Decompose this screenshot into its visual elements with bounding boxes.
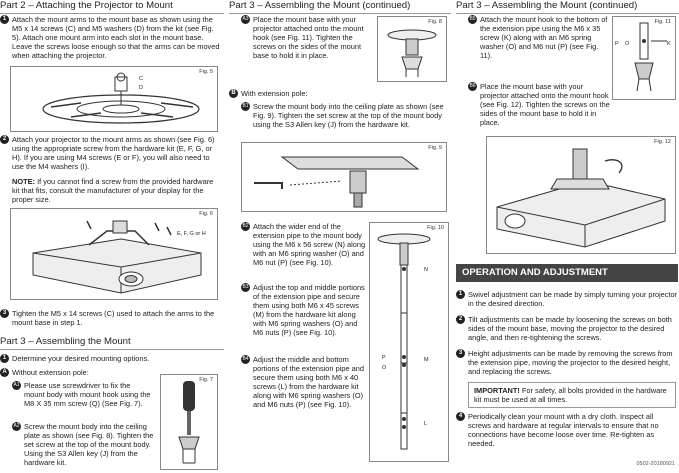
step-1 — [0, 15, 222, 61]
column-2 — [229, 0, 451, 473]
important-label: IMPORTANT! — [474, 386, 520, 395]
mount-base-illustration — [11, 67, 217, 131]
figure-8 — [377, 16, 447, 82]
substep-text: Place the mount base with your projector attached onto the mount hook (see Fig. 11). Tighten the screws on the sides of the mount base to hold it in place. — [253, 15, 364, 61]
mount-hook-pipe-illustration — [613, 17, 675, 99]
figure-label: Fig. 8 — [428, 19, 442, 25]
section-title-part3-continued: Part 3 – Assembling the Mount (continued) — [229, 0, 411, 11]
substep-text: Adjust the middle and bottom portions of the extension pipe and secure them using both M6 x 40 screws (L) from the hardware kit along with M6 spring washers (O) and M6 nuts (P) (see Fig. 10). — [253, 355, 364, 410]
section-title-part3: Part 3 – Assembling the Mount — [0, 336, 131, 347]
figure-6 — [10, 208, 218, 300]
figure-10 — [369, 222, 449, 462]
op-step-1 — [456, 290, 678, 309]
figure-label: Fig. 7 — [199, 377, 213, 383]
substep-b4 — [241, 355, 369, 410]
step-text: Tighten the M5 x 14 screws (C) used to attach the arms to the mount base in step 1. — [12, 309, 215, 328]
substep-number: B2 — [242, 223, 249, 229]
note — [12, 177, 222, 204]
label-p: P — [615, 41, 619, 47]
label-l: L — [424, 421, 428, 427]
step-number: 3 — [0, 309, 9, 318]
step-number: 4 — [456, 412, 465, 421]
substep-b5 — [468, 15, 610, 61]
substep-number: B6 — [469, 83, 476, 89]
label-k: K — [667, 41, 671, 47]
step-text: Swivel adjustment can be made by simply turning your projector in the desired direction. — [468, 290, 678, 309]
substep-b6 — [468, 82, 610, 128]
operation-heading: OPERATION AND ADJUSTMENT — [456, 264, 678, 282]
ceiling-plate-illustration — [242, 143, 446, 211]
substep-number: B4 — [242, 356, 249, 362]
substep-b3 — [241, 283, 369, 338]
figure-label: Fig. 9 — [428, 145, 442, 151]
step-2 — [0, 135, 222, 172]
label-o: O — [625, 41, 630, 47]
option-letter: B — [229, 89, 238, 98]
section-title-part2: Part 2 – Attaching the Projector to Mount — [0, 0, 173, 11]
figure-label: Fig. 6 — [199, 211, 213, 217]
projector-illustration — [11, 209, 217, 299]
divider — [0, 13, 224, 14]
divider — [0, 349, 224, 350]
substep-number: A1 — [13, 382, 20, 388]
label-o: O — [382, 365, 387, 371]
figure-label: Fig. 11 — [654, 19, 671, 25]
substep-text: Place the mount base with your projector attached onto the mount hook (see Fig. 12). Tighten the screws on the sides of the mount base to hold it in place. — [480, 82, 610, 128]
label-m: M — [424, 357, 429, 363]
substep-text: Adjust the top and middle portions of the extension pipe and secure them using both M6 x 45 screws (M) from the hardware kit along with M6 spring washers (O) and M6 nuts (P) (see Fig. 10). — [253, 283, 365, 338]
step-text: Attach your projector to the mount arms as shown (see Fig. 6) using the appropriate screw from the hardware kit (E, F, G, or H). If you are using M4 screws (E or F), you will also need to use the M4 washers (I). — [12, 135, 215, 172]
section-title-part3-continued: Part 3 – Assembling the Mount (continued) — [456, 0, 638, 11]
figure-9 — [241, 142, 447, 212]
step-text: Periodically clean your mount with a dry cloth. Inspect all screws and hardware at regular intervals to ensure that no connections have become loose over time. Re-tighten as needed. — [468, 412, 659, 449]
screwdriver-illustration — [161, 375, 217, 469]
document-code: 0502-20180921 — [636, 461, 675, 467]
op-step-2 — [456, 315, 678, 343]
step-number: 1 — [0, 354, 9, 363]
op-step-3 — [456, 349, 678, 377]
important-box — [468, 382, 676, 408]
extension-pole-illustration — [370, 223, 448, 461]
substep-number: B1 — [242, 103, 249, 109]
label-d: D — [139, 85, 143, 91]
p3-step-1 — [0, 354, 222, 363]
option-letter: A — [0, 368, 9, 377]
figure-12 — [486, 136, 676, 254]
substep-a2 — [12, 422, 156, 468]
figure-label: Fig. 10 — [427, 225, 444, 231]
step-text: Attach the mount arms to the mount base as shown using the M5 x 14 screws (C) and M5 washers (D) from the kit (see Fig. 5). Attach one mount arm into each slot in the mount base. Leave the screws loose enough so that the arms can be moved when attaching the projector. — [12, 15, 220, 61]
step-number: 1 — [456, 290, 465, 299]
divider — [456, 13, 679, 14]
substep-b2 — [241, 222, 369, 268]
step-number: 3 — [456, 349, 465, 358]
figure-label: Fig. 12 — [654, 139, 671, 145]
figure-label: Fig. 5 — [199, 69, 213, 75]
substep-text: Screw the mount body into the ceiling plate as shown (see Fig. 9). Tighten the set screw at the top of the mount body using the S3 Allen key (J) from the hardware kit. — [253, 102, 444, 130]
substep-number: A2 — [13, 423, 20, 429]
step-number: 2 — [456, 315, 465, 324]
substep-number: B3 — [242, 284, 249, 290]
label-n: N — [424, 267, 428, 273]
substep-b1 — [241, 102, 449, 130]
note-text: If you cannot find a screw from the provided hardware kit that fits, consult the manufacturer of your display for the proper size. — [12, 177, 214, 205]
divider — [229, 13, 451, 14]
substep-number: B5 — [469, 16, 476, 22]
substep-a3 — [241, 15, 371, 61]
step-3 — [0, 309, 222, 328]
important-text: For safety, all bolts provided in the hardware kit must be used at all times. — [474, 386, 667, 405]
label-efgh: E, F, G or H — [177, 231, 206, 237]
substep-text: Attach the wider end of the extension pipe to the mount body using the M6 x 56 screw (N) along with an M6 spring washer (O) and M6 nut (P) (see Fig. 10). — [253, 222, 366, 268]
column-1 — [0, 0, 224, 473]
figure-5 — [10, 66, 218, 132]
figure-11 — [612, 16, 676, 100]
mounted-projector-illustration — [487, 137, 675, 253]
substep-text: Attach the mount hook to the bottom of the extension pipe using the M6 x 35 screw (K) along with an M6 spring washer (O) and M6 nut (P) (see Fig. 11). — [480, 15, 608, 61]
label-p: P — [382, 355, 386, 361]
note-label: NOTE: — [12, 177, 35, 186]
step-text: Determine your desired mounting options. — [12, 354, 150, 363]
option-text: With extension pole: — [241, 89, 308, 98]
step-number: 2 — [0, 135, 9, 144]
substep-number: A3 — [242, 16, 249, 22]
option-text: Without extension pole: — [12, 368, 89, 377]
op-step-4 — [456, 412, 678, 449]
substep-text: Please use screwdriver to fix the mount body with mount hook using the M8 X 35 mm screw (Q) (See Fig. 7). — [24, 381, 151, 409]
step-text: Height adjustments can be made by removing the screws from the extension pipe, moving the projector to the desired height, and replacing the screws. — [468, 349, 673, 377]
label-c: C — [139, 76, 143, 82]
figure-7 — [160, 374, 218, 470]
step-number: 1 — [0, 15, 9, 24]
option-b — [229, 89, 451, 98]
substep-text: Screw the mount body into the ceiling plate as shown (see Fig. 8). Tighten the set screw at the top of the mount body. Using the S3 Allen key (J) from the hardware kit. — [24, 422, 154, 468]
column-3 — [456, 0, 679, 473]
substep-a1 — [12, 381, 152, 409]
step-text: Tilt adjustments can be made by loosening the screws on both sides of the mount base, moving the projector to the desired angle, and then re-tightening the screws. — [468, 315, 672, 343]
mount-hook-illustration — [378, 17, 446, 81]
